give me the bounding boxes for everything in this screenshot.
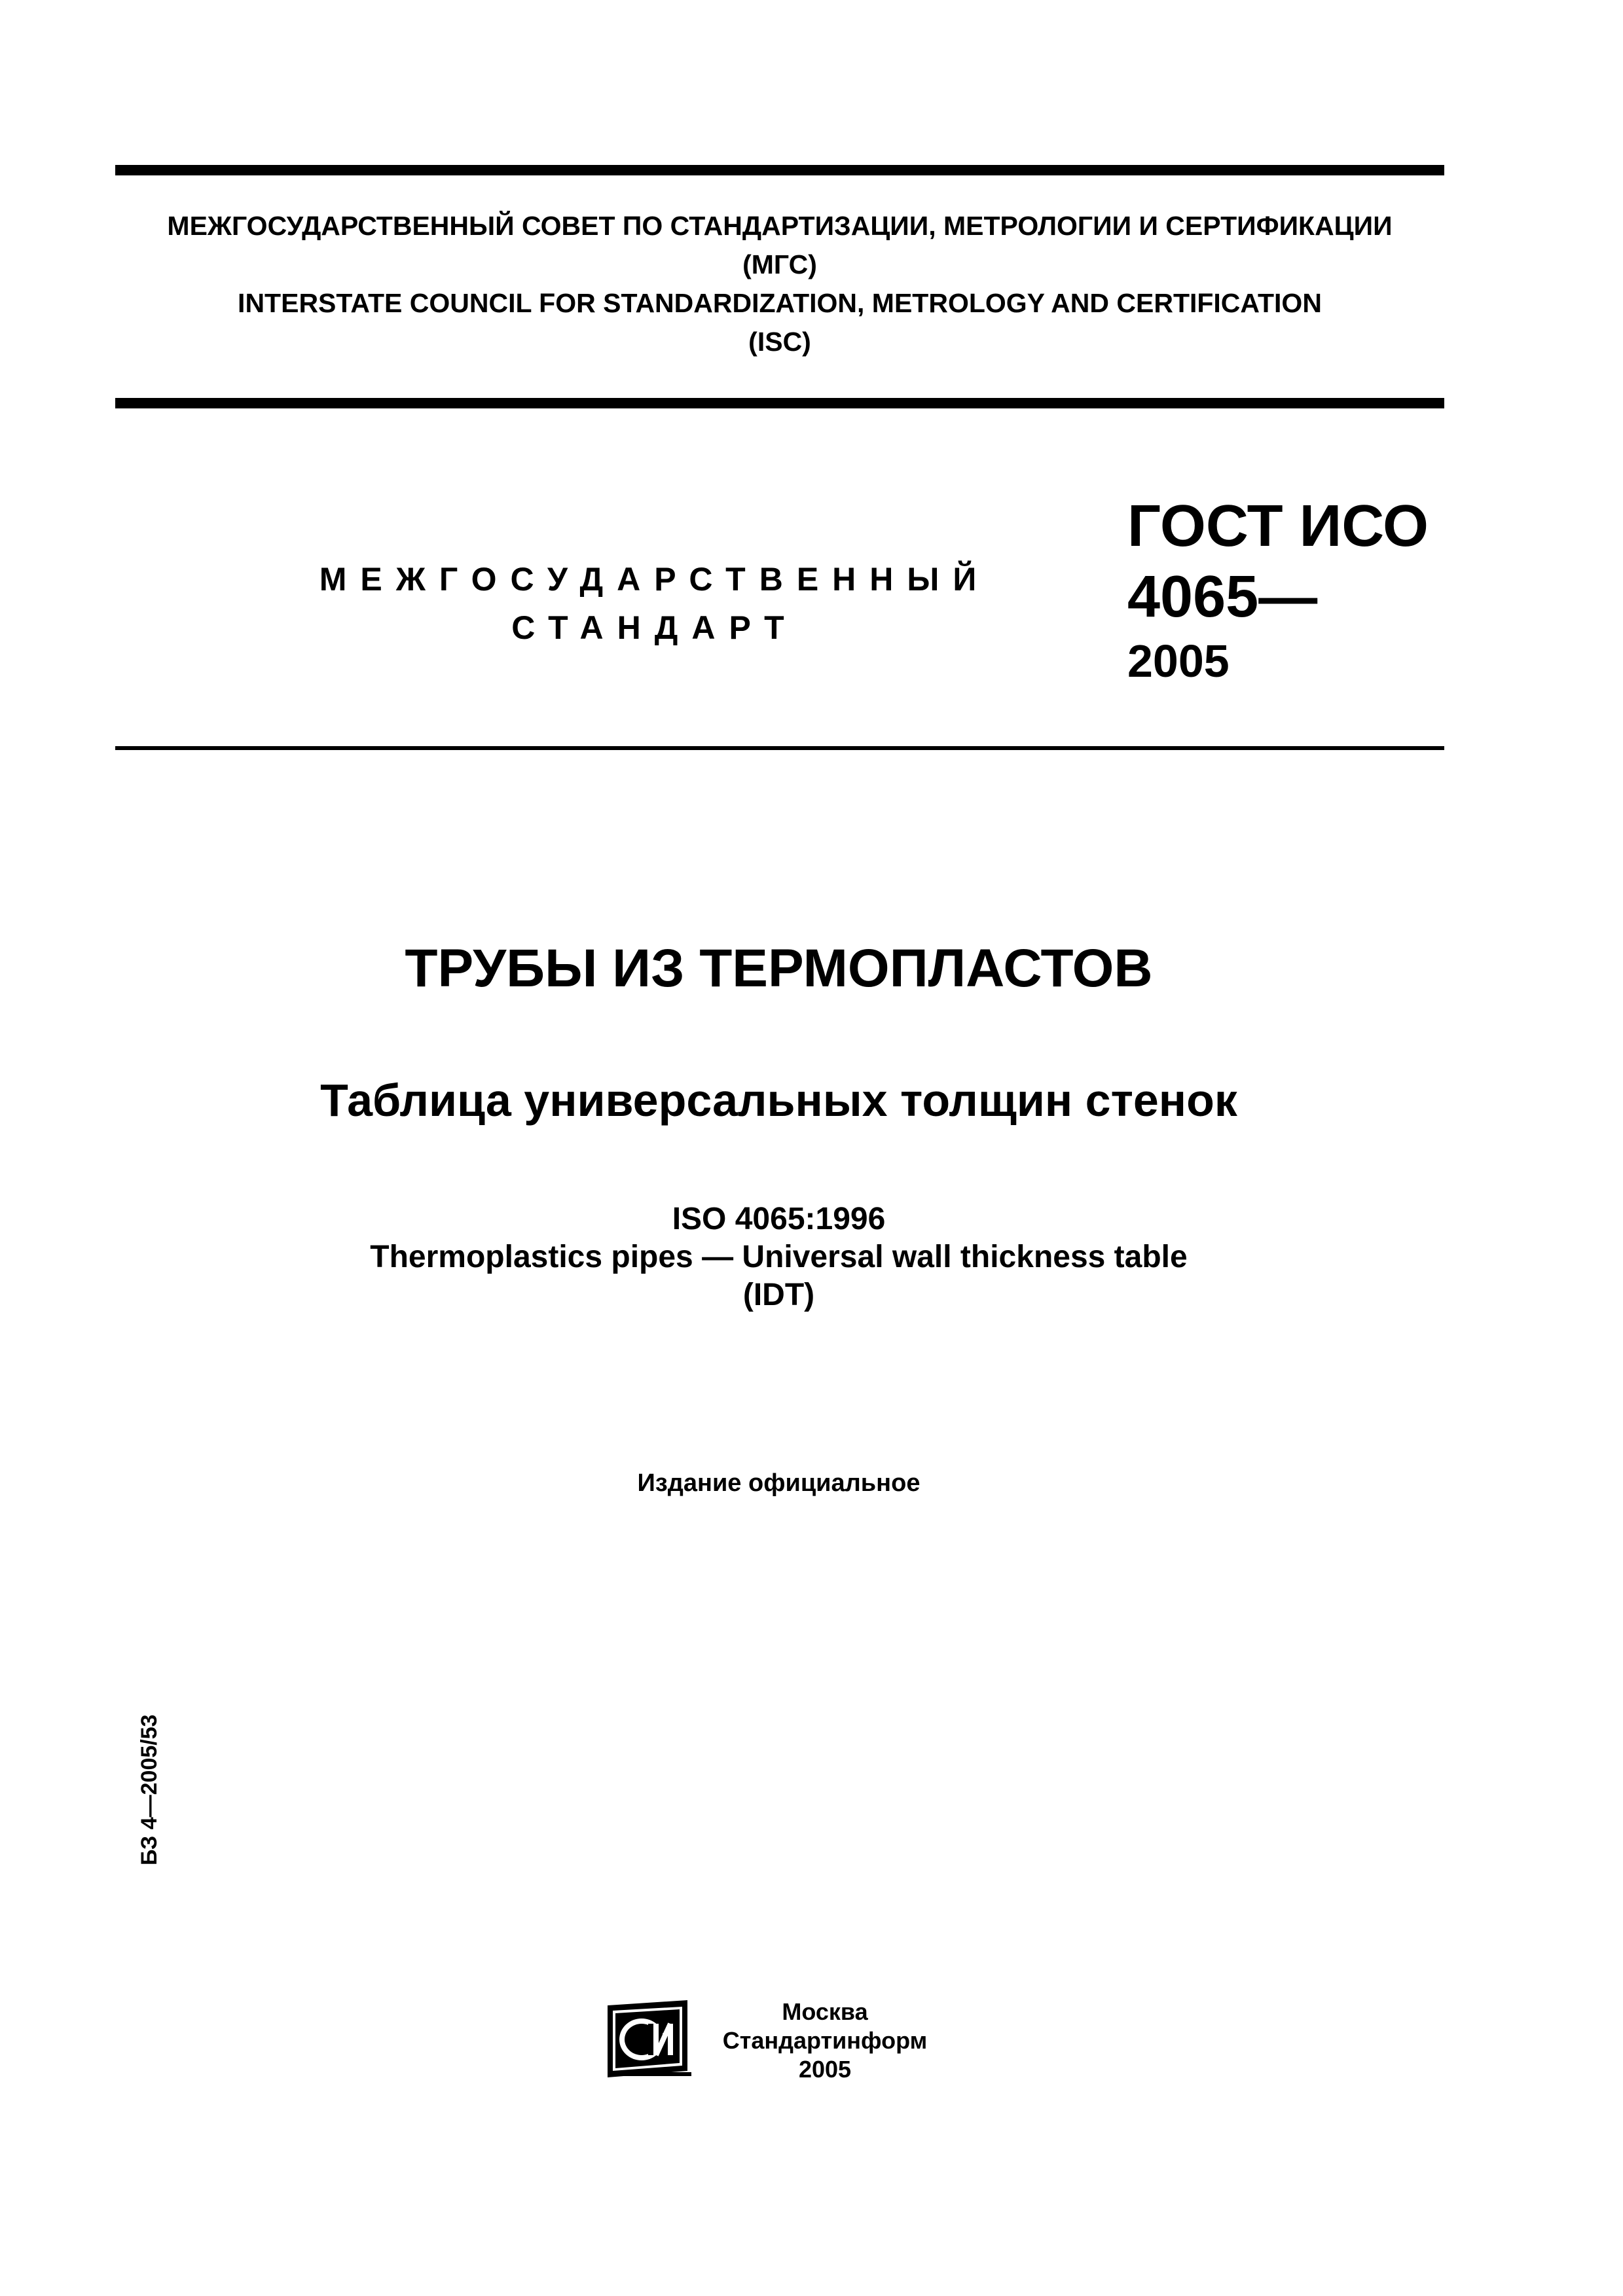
publisher-city: Москва	[782, 1998, 868, 2025]
designation-line2: 4065—	[1127, 564, 1318, 630]
designation-year: 2005	[1127, 636, 1230, 687]
iso-number: ISO 4065:1996	[672, 1202, 886, 1236]
designation-line1: ГОСТ ИСО	[1127, 493, 1429, 559]
publisher-logo	[601, 1998, 697, 2083]
publisher-block	[707, 1998, 943, 2084]
document-subtitle: Таблица универсальных толщин стенок	[320, 1075, 1237, 1126]
publisher-name: Стандартинформ	[722, 2027, 928, 2054]
council-header	[115, 207, 1444, 361]
standard-kind-line1: МЕЖГОСУДАРСТВЕННЫЙ	[319, 561, 991, 598]
publisher-year: 2005	[798, 2056, 852, 2083]
iso-equivalence: (IDT)	[742, 1278, 815, 1312]
council-bottom-rule	[115, 398, 1444, 408]
council-name-en: INTERSTATE COUNCIL FOR STANDARDIZATION, METROLOGY AND CERTIFICATION	[238, 288, 1322, 318]
edition-label: Издание официальное	[637, 1469, 921, 1497]
standartinform-logo-icon	[601, 1998, 697, 2083]
top-rule	[115, 165, 1444, 175]
council-abbr-ru: (МГС)	[742, 249, 817, 279]
standard-designation	[1127, 491, 1429, 690]
iso-title: Thermoplastics pipes — Universal wall thickness table	[370, 1240, 1188, 1274]
standard-kind-line2: СТАНДАРТ	[511, 609, 798, 646]
catalog-code: БЗ 4—2005/53	[137, 1714, 162, 1865]
designation-rule	[115, 746, 1444, 750]
council-name-ru: МЕЖГОСУДАРСТВЕННЫЙ СОВЕТ ПО СТАНДАРТИЗАЦИИ, МЕТРОЛОГИИ И СЕРТИФИКАЦИИ	[167, 211, 1393, 241]
council-abbr-en: (ISC)	[748, 327, 811, 357]
document-title: ТРУБЫ ИЗ ТЕРМОПЛАСТОВ	[405, 939, 1153, 998]
standard-kind	[262, 555, 1048, 652]
iso-reference	[0, 1200, 1558, 1314]
